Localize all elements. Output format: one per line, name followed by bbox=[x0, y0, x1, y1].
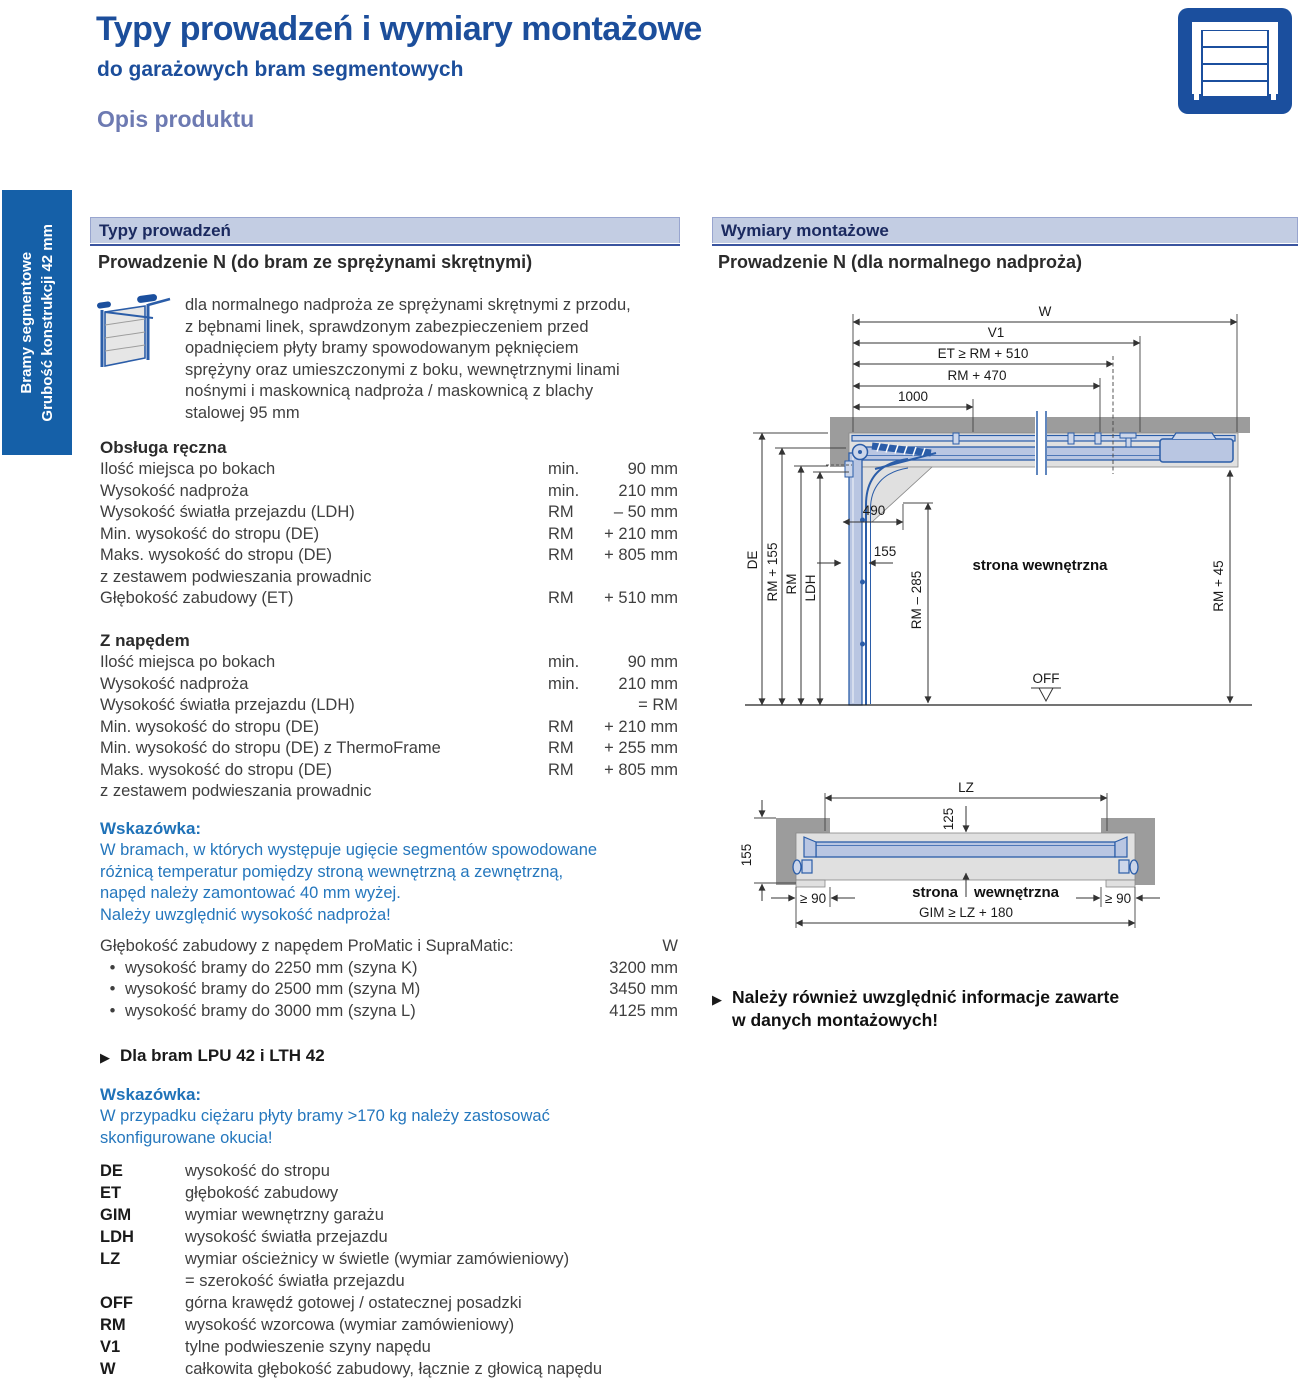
legend-row: RM wysokość wzorcowa (wymiar zamówieniowy) bbox=[100, 1316, 515, 1334]
legend-row: V1 tylne podwieszenie szyny napędu bbox=[100, 1338, 431, 1356]
hint-block-1: Wskazówka: W bramach, w których występuje ugięcie segmentów spowodowane różnicą temperatur pomiędzy stroną wewnętrzną a zewnętrzną, napęd należy zamontować 40 mm wyżej. Należy uwzględnić wysokość nadproża! bbox=[100, 819, 598, 924]
legend-row: LZ wymiar ościeżnicy w świetle (wymiar zamówieniowy) bbox=[100, 1250, 570, 1268]
legend-row: LDH wysokość światła przejazdu bbox=[100, 1228, 388, 1246]
legend-row: W całkowita głębokość zabudowy, łącznie z głowicą napędu bbox=[100, 1360, 603, 1378]
dim-1000: 1000 bbox=[897, 389, 929, 404]
dim-lz: LZ bbox=[958, 780, 974, 795]
dim-off: OFF bbox=[1032, 671, 1060, 686]
table-row: Wysokość nadproża min. 210 mm bbox=[100, 674, 678, 693]
rear-hanger bbox=[1120, 433, 1136, 438]
fitting-right bbox=[1119, 860, 1129, 873]
dim-rm155: RM + 155 bbox=[765, 542, 780, 602]
dim-490: 490 bbox=[862, 503, 886, 518]
floor-level-symbol bbox=[1039, 688, 1053, 701]
list-item: • wysokość bramy do 2250 mm (szyna K) 3200 mm bbox=[100, 958, 678, 980]
door-panel-plan bbox=[816, 842, 1115, 857]
section-bar-underline bbox=[90, 244, 680, 246]
section-bar-wymiary bbox=[712, 217, 1298, 246]
roller bbox=[860, 642, 865, 647]
sectional-garage-door-icon bbox=[1178, 8, 1292, 119]
lintel-wall bbox=[830, 417, 849, 467]
right-subheader: Prowadzenie N (dla normalnego nadproża) bbox=[718, 252, 1083, 272]
frame-foot-left bbox=[796, 880, 825, 887]
for-doors-heading: ▶ Dla bram LPU 42 i LTH 42 bbox=[100, 1045, 325, 1069]
dim-gim: GIM ≥ LZ + 180 bbox=[918, 905, 1014, 920]
intro-line: stalowej 95 mm bbox=[185, 403, 300, 422]
sidebar-label bbox=[16, 224, 58, 422]
hint-title: Wskazówka: bbox=[100, 1085, 202, 1104]
torsion-spring-door-icon bbox=[93, 292, 171, 373]
table-row: Ilość miejsca po bokach min. 90 mm bbox=[100, 460, 678, 478]
inner-side-label: strona wewnętrzna bbox=[972, 557, 1108, 574]
table-row: Min. wysokość do stropu (DE) RM + 210 mm bbox=[100, 524, 678, 543]
list-item: • wysokość bramy do 3000 mm (szyna L) 4125 mm bbox=[100, 1001, 678, 1023]
track-hanger bbox=[1095, 433, 1101, 444]
inner-side-label-a: strona bbox=[912, 884, 958, 901]
dim-et: ET ≥ RM + 510 bbox=[937, 346, 1029, 361]
drive-depth-list bbox=[100, 936, 678, 1022]
intro-line: sprężyny oraz umieszczonymi z boku, wewnętrznymi linami bbox=[185, 360, 620, 379]
hint-block-2: Wskazówka: W przypadku ciężaru płyty bramy >170 kg należy zastosować skonfigurowane okucia! bbox=[100, 1085, 550, 1147]
intro-line: nośnymi i maskownicą nadproża / maskownicą z blachy bbox=[185, 382, 594, 400]
section-bar-underline bbox=[712, 244, 1298, 246]
page-title: Typy prowadzeń i wymiary montażowe bbox=[96, 10, 702, 48]
roller-right bbox=[1130, 860, 1138, 874]
fitting-left bbox=[802, 860, 812, 873]
dim-155-plan: 155 bbox=[739, 843, 754, 867]
table-row: Min. wysokość do stropu (DE) RM + 210 mm bbox=[100, 717, 678, 736]
dim-ldh: LDH bbox=[803, 574, 818, 602]
table-row: Ilość miejsca po bokach min. 90 mm bbox=[100, 653, 678, 671]
roller bbox=[860, 580, 865, 585]
table-row: Wysokość nadproża min. 210 mm bbox=[100, 481, 678, 500]
rear-hanger-stem bbox=[1126, 438, 1131, 447]
table-row: Głębokość zabudowy (ET) RM + 510 mm bbox=[100, 589, 678, 607]
intro-line: z bębnami linek, sprawdzonym zabezpieczeniem przed bbox=[185, 317, 589, 336]
powered-title: Z napędem bbox=[100, 631, 190, 650]
track-hanger bbox=[1068, 433, 1074, 444]
manual-title: Obsługa ręczna bbox=[100, 438, 227, 457]
intro-line: dla normalnego nadproża ze sprężynami skrętnymi z przodu, bbox=[185, 296, 631, 314]
legend-row: ET głębokość zabudowy bbox=[100, 1184, 339, 1202]
dim-155: 155 bbox=[873, 544, 897, 559]
legend-row: DE wysokość do stropu bbox=[100, 1162, 330, 1180]
installation-note bbox=[712, 986, 1298, 1032]
table-row: Wysokość światła przejazdu (LDH) = RM bbox=[100, 696, 678, 714]
drive-head-top bbox=[1172, 433, 1216, 439]
inner-side-label-b: wewnętrzna bbox=[974, 884, 1060, 901]
table-row: Maks. wysokość do stropu (DE) RM + 805 mm bbox=[100, 760, 678, 779]
page-section-label: Opis produktu bbox=[97, 106, 255, 132]
table-row: z zestawem podwieszania prowadnic bbox=[100, 782, 372, 800]
sidebar-line-1: Bramy segmentowe bbox=[18, 251, 35, 394]
dim-rm470: RM + 470 bbox=[947, 368, 1007, 383]
bullet: • bbox=[109, 980, 116, 998]
dim-w: W bbox=[1038, 304, 1052, 319]
dim-rm45: RM + 45 bbox=[1211, 560, 1226, 612]
depth-header: Głębokość zabudowy z napędem ProMatic i SupraMatic: W bbox=[100, 937, 678, 955]
table-row: Maks. wysokość do stropu (DE) RM + 805 mm bbox=[100, 546, 678, 564]
dim-ge90-right: ≥ 90 bbox=[1104, 891, 1132, 906]
mounting-diagram-side-view bbox=[730, 290, 1300, 740]
drive-head bbox=[1160, 439, 1233, 462]
triangle-right-icon: ▶ bbox=[712, 992, 722, 1007]
section-bar-typy-prowadzen bbox=[90, 217, 680, 246]
triangle-right-icon: ▶ bbox=[100, 1050, 110, 1065]
dim-125: 125 bbox=[941, 807, 956, 831]
powered-operation-table bbox=[100, 630, 678, 803]
hint-title: Wskazówka: bbox=[100, 819, 202, 838]
bullet: • bbox=[109, 958, 116, 977]
frame-foot-right bbox=[1106, 880, 1135, 887]
dim-rm: RM bbox=[784, 573, 799, 595]
manual-operation-table bbox=[100, 437, 678, 610]
mounting-diagram-plan-view bbox=[730, 770, 1300, 940]
left-column bbox=[90, 0, 680, 1385]
intro-line: opadnięciem płyty bramy spowodowanym pęknięciem bbox=[185, 339, 579, 357]
page-subtitle: do garażowych bram segmentowych bbox=[97, 58, 464, 81]
dim-rm285: RM – 285 bbox=[909, 570, 924, 630]
sidebar-line-2: Grubość konstrukcji 42 mm bbox=[39, 223, 56, 422]
legend-row: OFF górna krawędź gotowej / ostatecznej posadzki bbox=[100, 1294, 522, 1312]
section-bar-title: Typy prowadzeń bbox=[90, 217, 680, 243]
intro-paragraph bbox=[185, 295, 680, 424]
list-item: • wysokość bramy do 2500 mm (szyna M) 3450 mm bbox=[100, 979, 678, 1001]
note-text: Należy również uwzględnić informacje zawarte w danych montażowych! bbox=[732, 987, 1120, 1030]
sidebar-tab bbox=[2, 190, 72, 455]
legend-row: GIM wymiar wewnętrzny garażu bbox=[100, 1206, 384, 1224]
dim-v1: V1 bbox=[987, 325, 1005, 340]
table-row: Wysokość światła przejazdu (LDH) RM – 50 mm bbox=[100, 503, 678, 521]
door-panel bbox=[849, 453, 862, 705]
roller-left bbox=[793, 860, 801, 874]
legend-row: = szerokość światła przejazdu bbox=[185, 1272, 405, 1290]
section-bar-title: Wymiary montażowe bbox=[712, 217, 1298, 243]
track-hanger bbox=[953, 433, 959, 444]
dim-de: DE bbox=[745, 550, 760, 570]
table-row: z zestawem podwieszania prowadnic bbox=[100, 567, 372, 586]
abbreviation-legend bbox=[100, 1160, 678, 1380]
table-row: Min. wysokość do stropu (DE) z ThermoFrame RM + 255 mm bbox=[100, 739, 678, 757]
left-subheader: Prowadzenie N (do bram ze sprężynami skrętnymi) bbox=[98, 252, 533, 272]
frame-bracket bbox=[845, 461, 853, 477]
bullet: • bbox=[109, 1001, 116, 1020]
dim-ge90-left: ≥ 90 bbox=[799, 891, 827, 906]
